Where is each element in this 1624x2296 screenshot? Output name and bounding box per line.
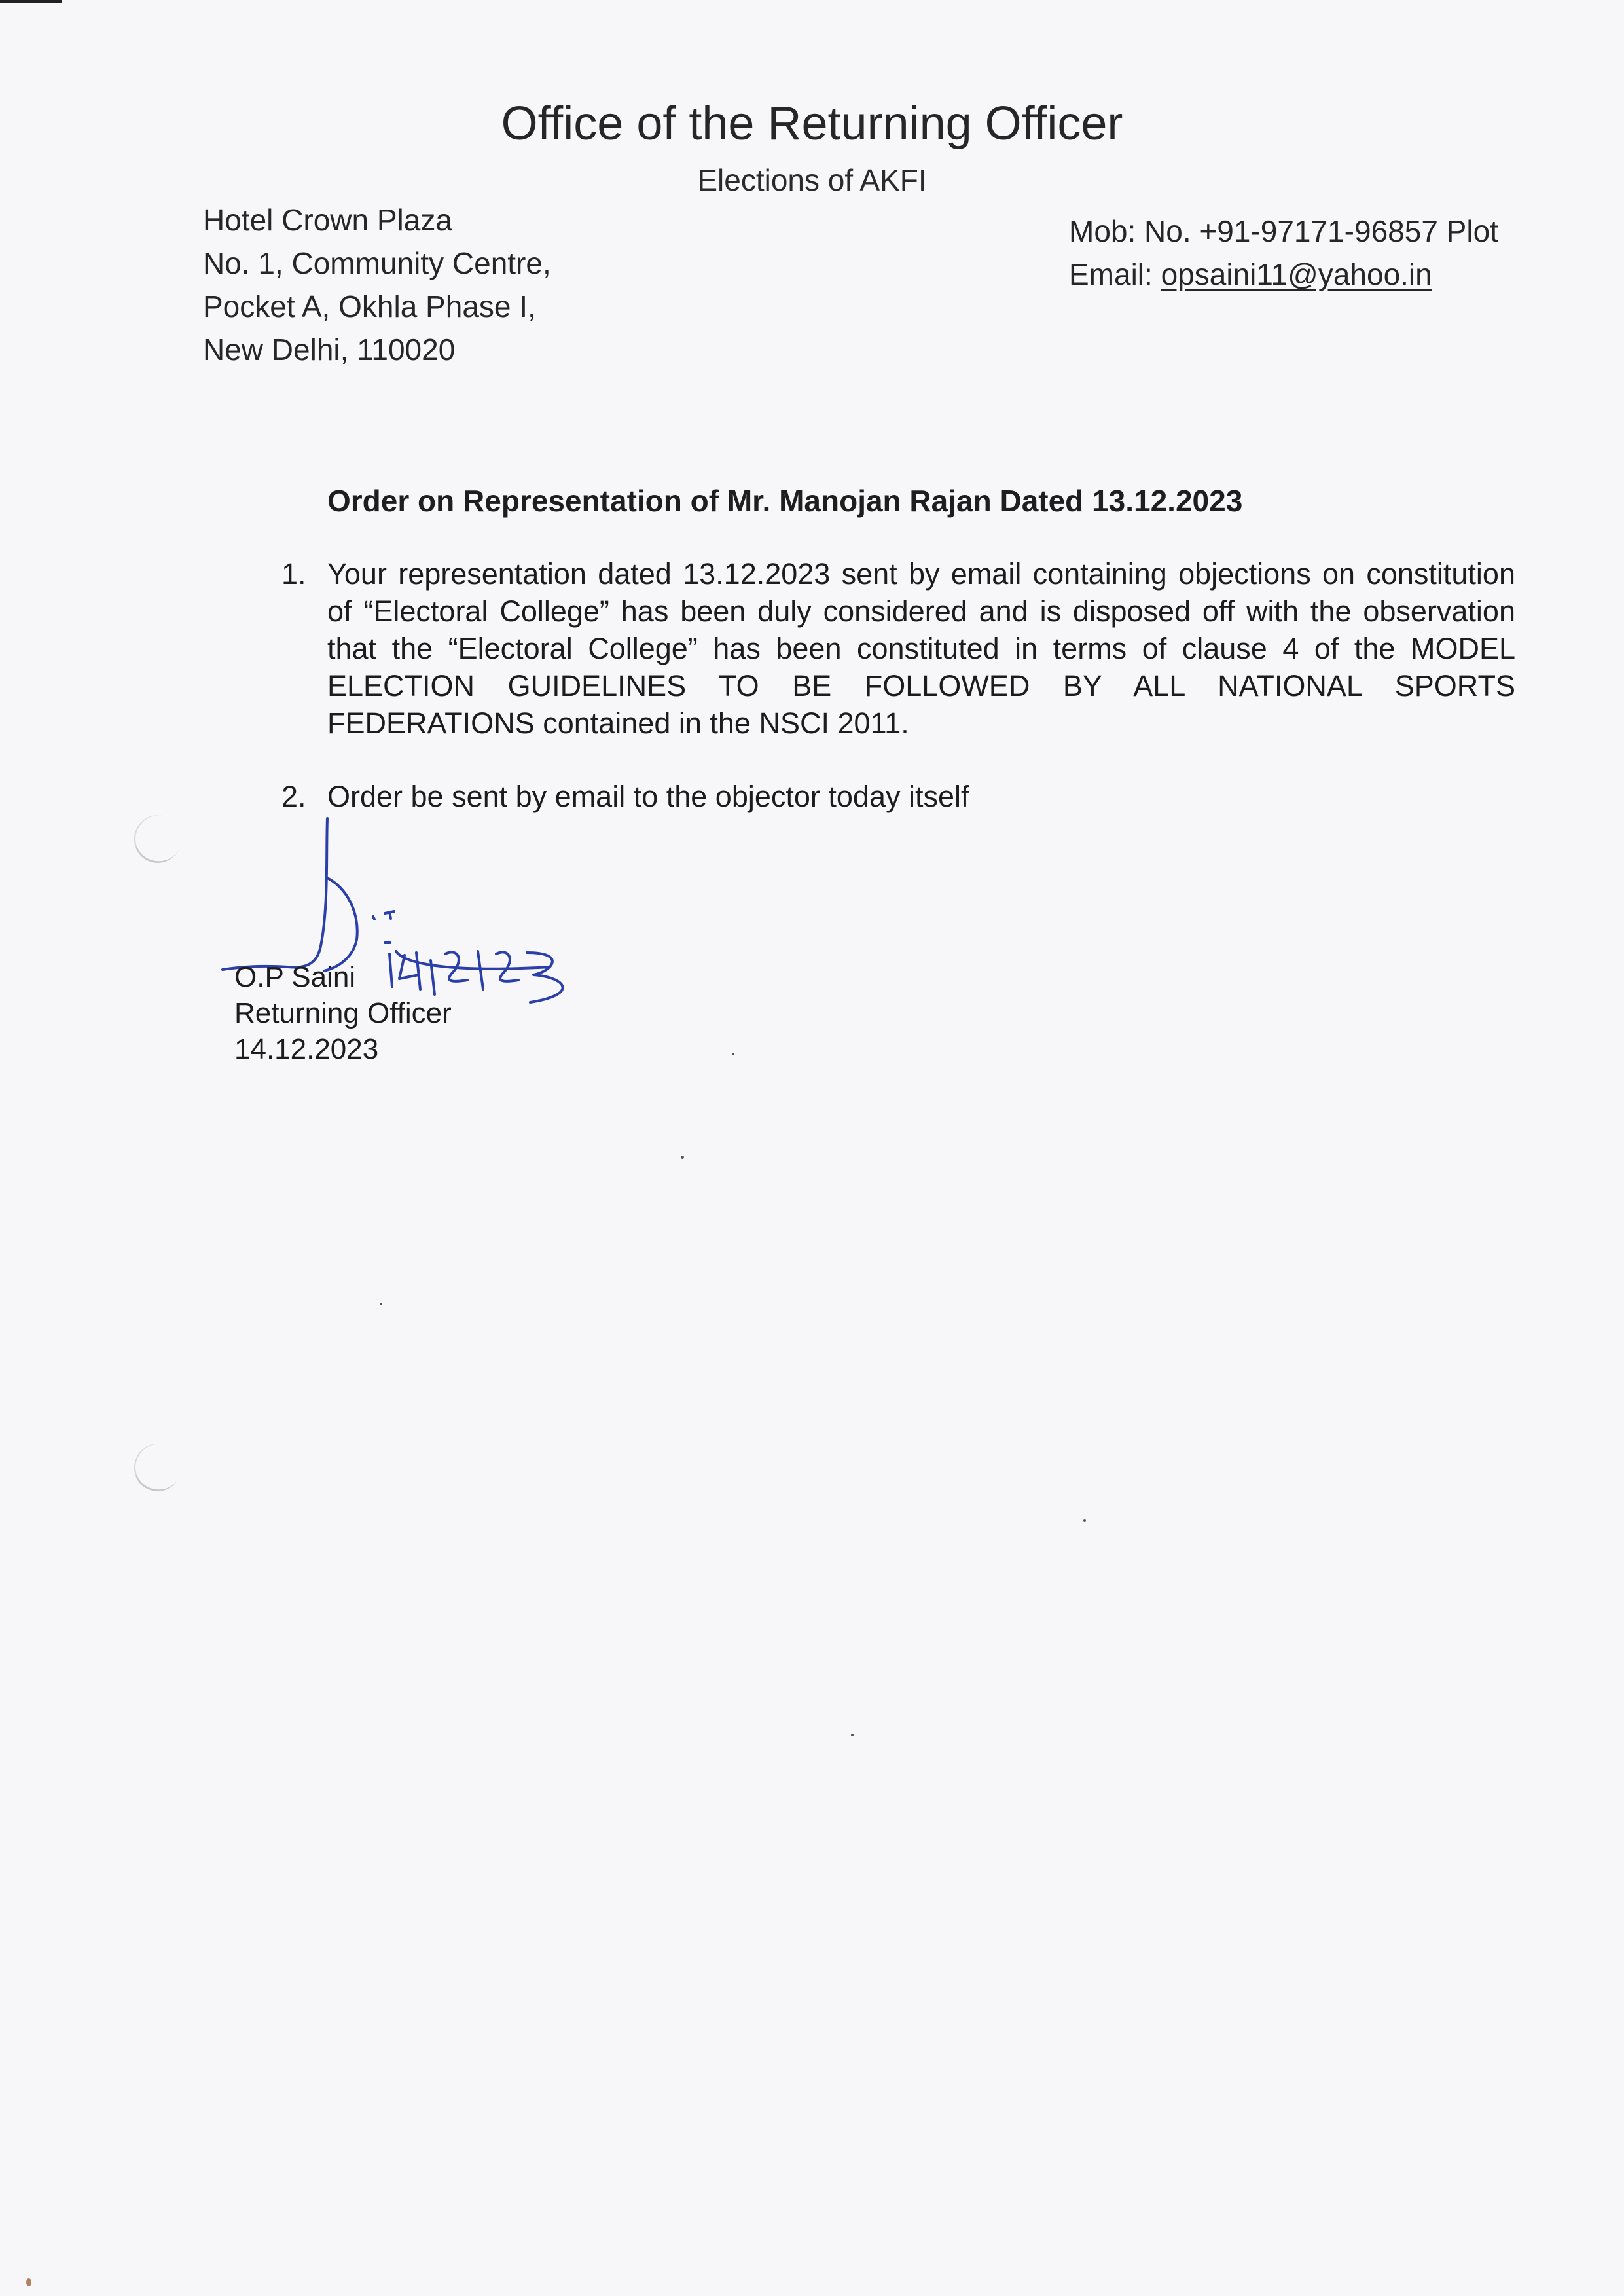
item-number: 1. bbox=[281, 557, 306, 591]
scan-edge bbox=[0, 0, 62, 3]
office-address bbox=[203, 198, 551, 371]
address-line: Hotel Crown Plaza bbox=[203, 203, 452, 237]
scan-speck bbox=[1083, 1519, 1086, 1522]
signatory-date: 14.12.2023 bbox=[234, 1033, 379, 1065]
item-text: Your representation dated 13.12.2023 sent by email containing objections on constitution of “Electoral College” has been duly considered and is disposed off with the observation that the “Electoral College” has been constituted in terms of clause 4 of the MODEL ELECTION GUIDELINES TO BE FOLLOWED BY ALL NATIONAL SPORTS FEDERATIONS contained in the NSCI 2011. bbox=[327, 557, 1515, 740]
address-line: Pocket A, Okhla Phase I, bbox=[203, 289, 536, 323]
scan-speck bbox=[681, 1156, 684, 1159]
email-link[interactable]: opsaini11@yahoo.in bbox=[1161, 257, 1432, 291]
email-line bbox=[1069, 253, 1498, 296]
order-item-2 bbox=[281, 778, 1515, 815]
signatory-designation: Returning Officer bbox=[234, 997, 452, 1029]
mobile-number: Mob: No. +91-97171-96857 Plot bbox=[1069, 214, 1498, 248]
punch-hole-top bbox=[128, 809, 189, 869]
letterhead-title: Office of the Returning Officer bbox=[501, 98, 1123, 150]
punch-hole-bottom bbox=[128, 1437, 189, 1498]
contact-details bbox=[1069, 210, 1498, 296]
signatory-name: O.P Saini bbox=[234, 961, 356, 993]
scan-speck bbox=[26, 2278, 31, 2286]
address-line: New Delhi, 110020 bbox=[203, 333, 456, 367]
order-item-1 bbox=[281, 555, 1515, 742]
email-label: Email: bbox=[1069, 257, 1161, 291]
letterhead-subtitle: Elections of AKFI bbox=[697, 163, 927, 197]
item-number: 2. bbox=[281, 780, 306, 813]
order-heading: Order on Representation of Mr. Manojan Rajan Dated 13.12.2023 bbox=[327, 484, 1243, 518]
address-line: No. 1, Community Centre, bbox=[203, 246, 551, 280]
scan-speck bbox=[380, 1303, 382, 1305]
signatory-block bbox=[234, 959, 452, 1067]
scan-speck bbox=[732, 1053, 734, 1055]
item-text: Order be sent by email to the objector today itself bbox=[327, 780, 969, 813]
scan-speck bbox=[851, 1734, 854, 1736]
